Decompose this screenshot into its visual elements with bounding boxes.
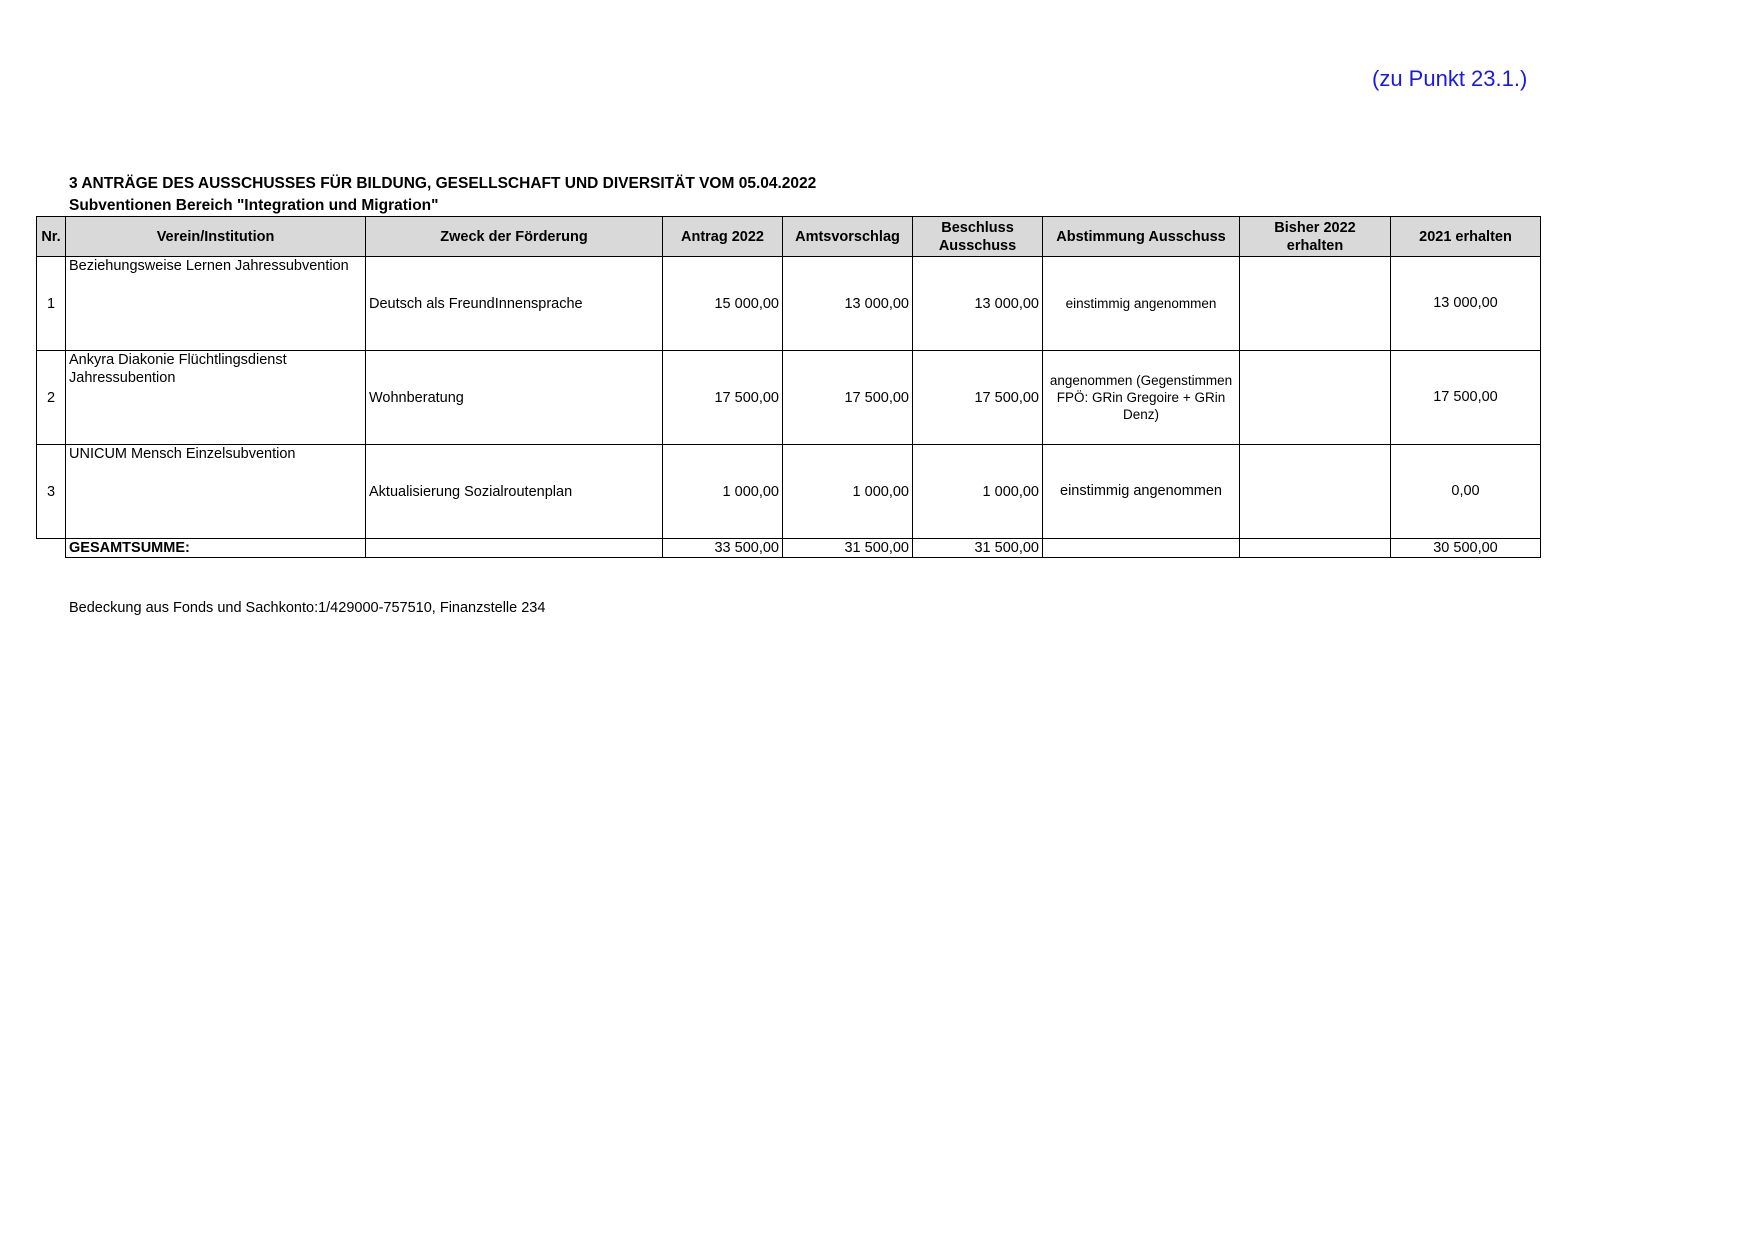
row-office: 1 000,00: [783, 445, 913, 539]
header-org: Verein/Institution: [66, 217, 366, 257]
header-prev: 2021 erhalten: [1391, 217, 1541, 257]
row-received: [1240, 445, 1391, 539]
total-decision: 31 500,00: [913, 539, 1043, 558]
row-prev: 17 500,00: [1391, 351, 1541, 445]
row-request: 1 000,00: [663, 445, 783, 539]
row-decision: 1 000,00: [913, 445, 1043, 539]
row-purpose: Deutsch als FreundInnensprache: [366, 257, 663, 351]
row-vote: einstimmig angenommen: [1043, 257, 1240, 351]
document-heading: [69, 173, 816, 217]
header-purpose: Zweck der Förderung: [366, 217, 663, 257]
row-request: 15 000,00: [663, 257, 783, 351]
header-received-line1: Bisher 2022: [1274, 219, 1356, 236]
total-blank: [37, 539, 66, 558]
row-received: [1240, 257, 1391, 351]
header-decision: [913, 217, 1043, 257]
total-row: [37, 539, 1541, 558]
row-org: Beziehungsweise Lernen Jahressubvention: [66, 257, 366, 351]
row-prev: 13 000,00: [1391, 257, 1541, 351]
total-prev: 30 500,00: [1391, 539, 1541, 558]
total-purpose: [366, 539, 663, 558]
table-header-row: [37, 217, 1541, 257]
row-received: [1240, 351, 1391, 445]
subsidy-table: [36, 216, 1541, 558]
agenda-reference: (zu Punkt 23.1.): [1372, 66, 1528, 91]
total-office: 31 500,00: [783, 539, 913, 558]
row-decision: 13 000,00: [913, 257, 1043, 351]
row-nr: 2: [37, 351, 66, 445]
heading-subtitle: Subventionen Bereich "Integration und Migration": [69, 197, 439, 214]
total-received: [1240, 539, 1391, 558]
funding-note: Bedeckung aus Fonds und Sachkonto:1/429000-757510, Finanzstelle 234: [69, 600, 546, 616]
heading-title: 3 ANTRÄGE DES AUSSCHUSSES FÜR BILDUNG, GESELLSCHAFT UND DIVERSITÄT VOM 05.04.2022: [69, 175, 817, 192]
header-vote: Abstimmung Ausschuss: [1043, 217, 1240, 257]
row-org: Ankyra Diakonie Flüchtlingsdienst Jahressubention: [66, 351, 366, 445]
row-office: 17 500,00: [783, 351, 913, 445]
header-received-line2: erhalten: [1286, 237, 1344, 254]
total-vote: [1043, 539, 1240, 558]
table-row: [37, 445, 1541, 539]
row-purpose: Wohnberatung: [366, 351, 663, 445]
row-prev: 0,00: [1391, 445, 1541, 539]
total-label: GESAMTSUMME:: [66, 539, 366, 558]
row-decision: 17 500,00: [913, 351, 1043, 445]
total-request: 33 500,00: [663, 539, 783, 558]
row-org: UNICUM Mensch Einzelsubvention: [66, 445, 366, 539]
row-purpose: Aktualisierung Sozialroutenplan: [366, 445, 663, 539]
row-vote: angenommen (Gegenstimmen FPÖ: GRin Gregoire + GRin Denz): [1043, 351, 1240, 445]
row-request: 17 500,00: [663, 351, 783, 445]
row-nr: 3: [37, 445, 66, 539]
row-nr: 1: [37, 257, 66, 351]
header-decision-line2: Ausschuss: [938, 237, 1017, 254]
header-received: [1240, 217, 1391, 257]
header-decision-line1: Beschluss: [941, 219, 1014, 236]
table-row: [37, 257, 1541, 351]
row-office: 13 000,00: [783, 257, 913, 351]
header-request: Antrag 2022: [663, 217, 783, 257]
table-row: [37, 351, 1541, 445]
header-office: Amtsvorschlag: [783, 217, 913, 257]
row-vote: einstimmig angenommen: [1043, 445, 1240, 539]
header-nr: Nr.: [37, 217, 66, 257]
